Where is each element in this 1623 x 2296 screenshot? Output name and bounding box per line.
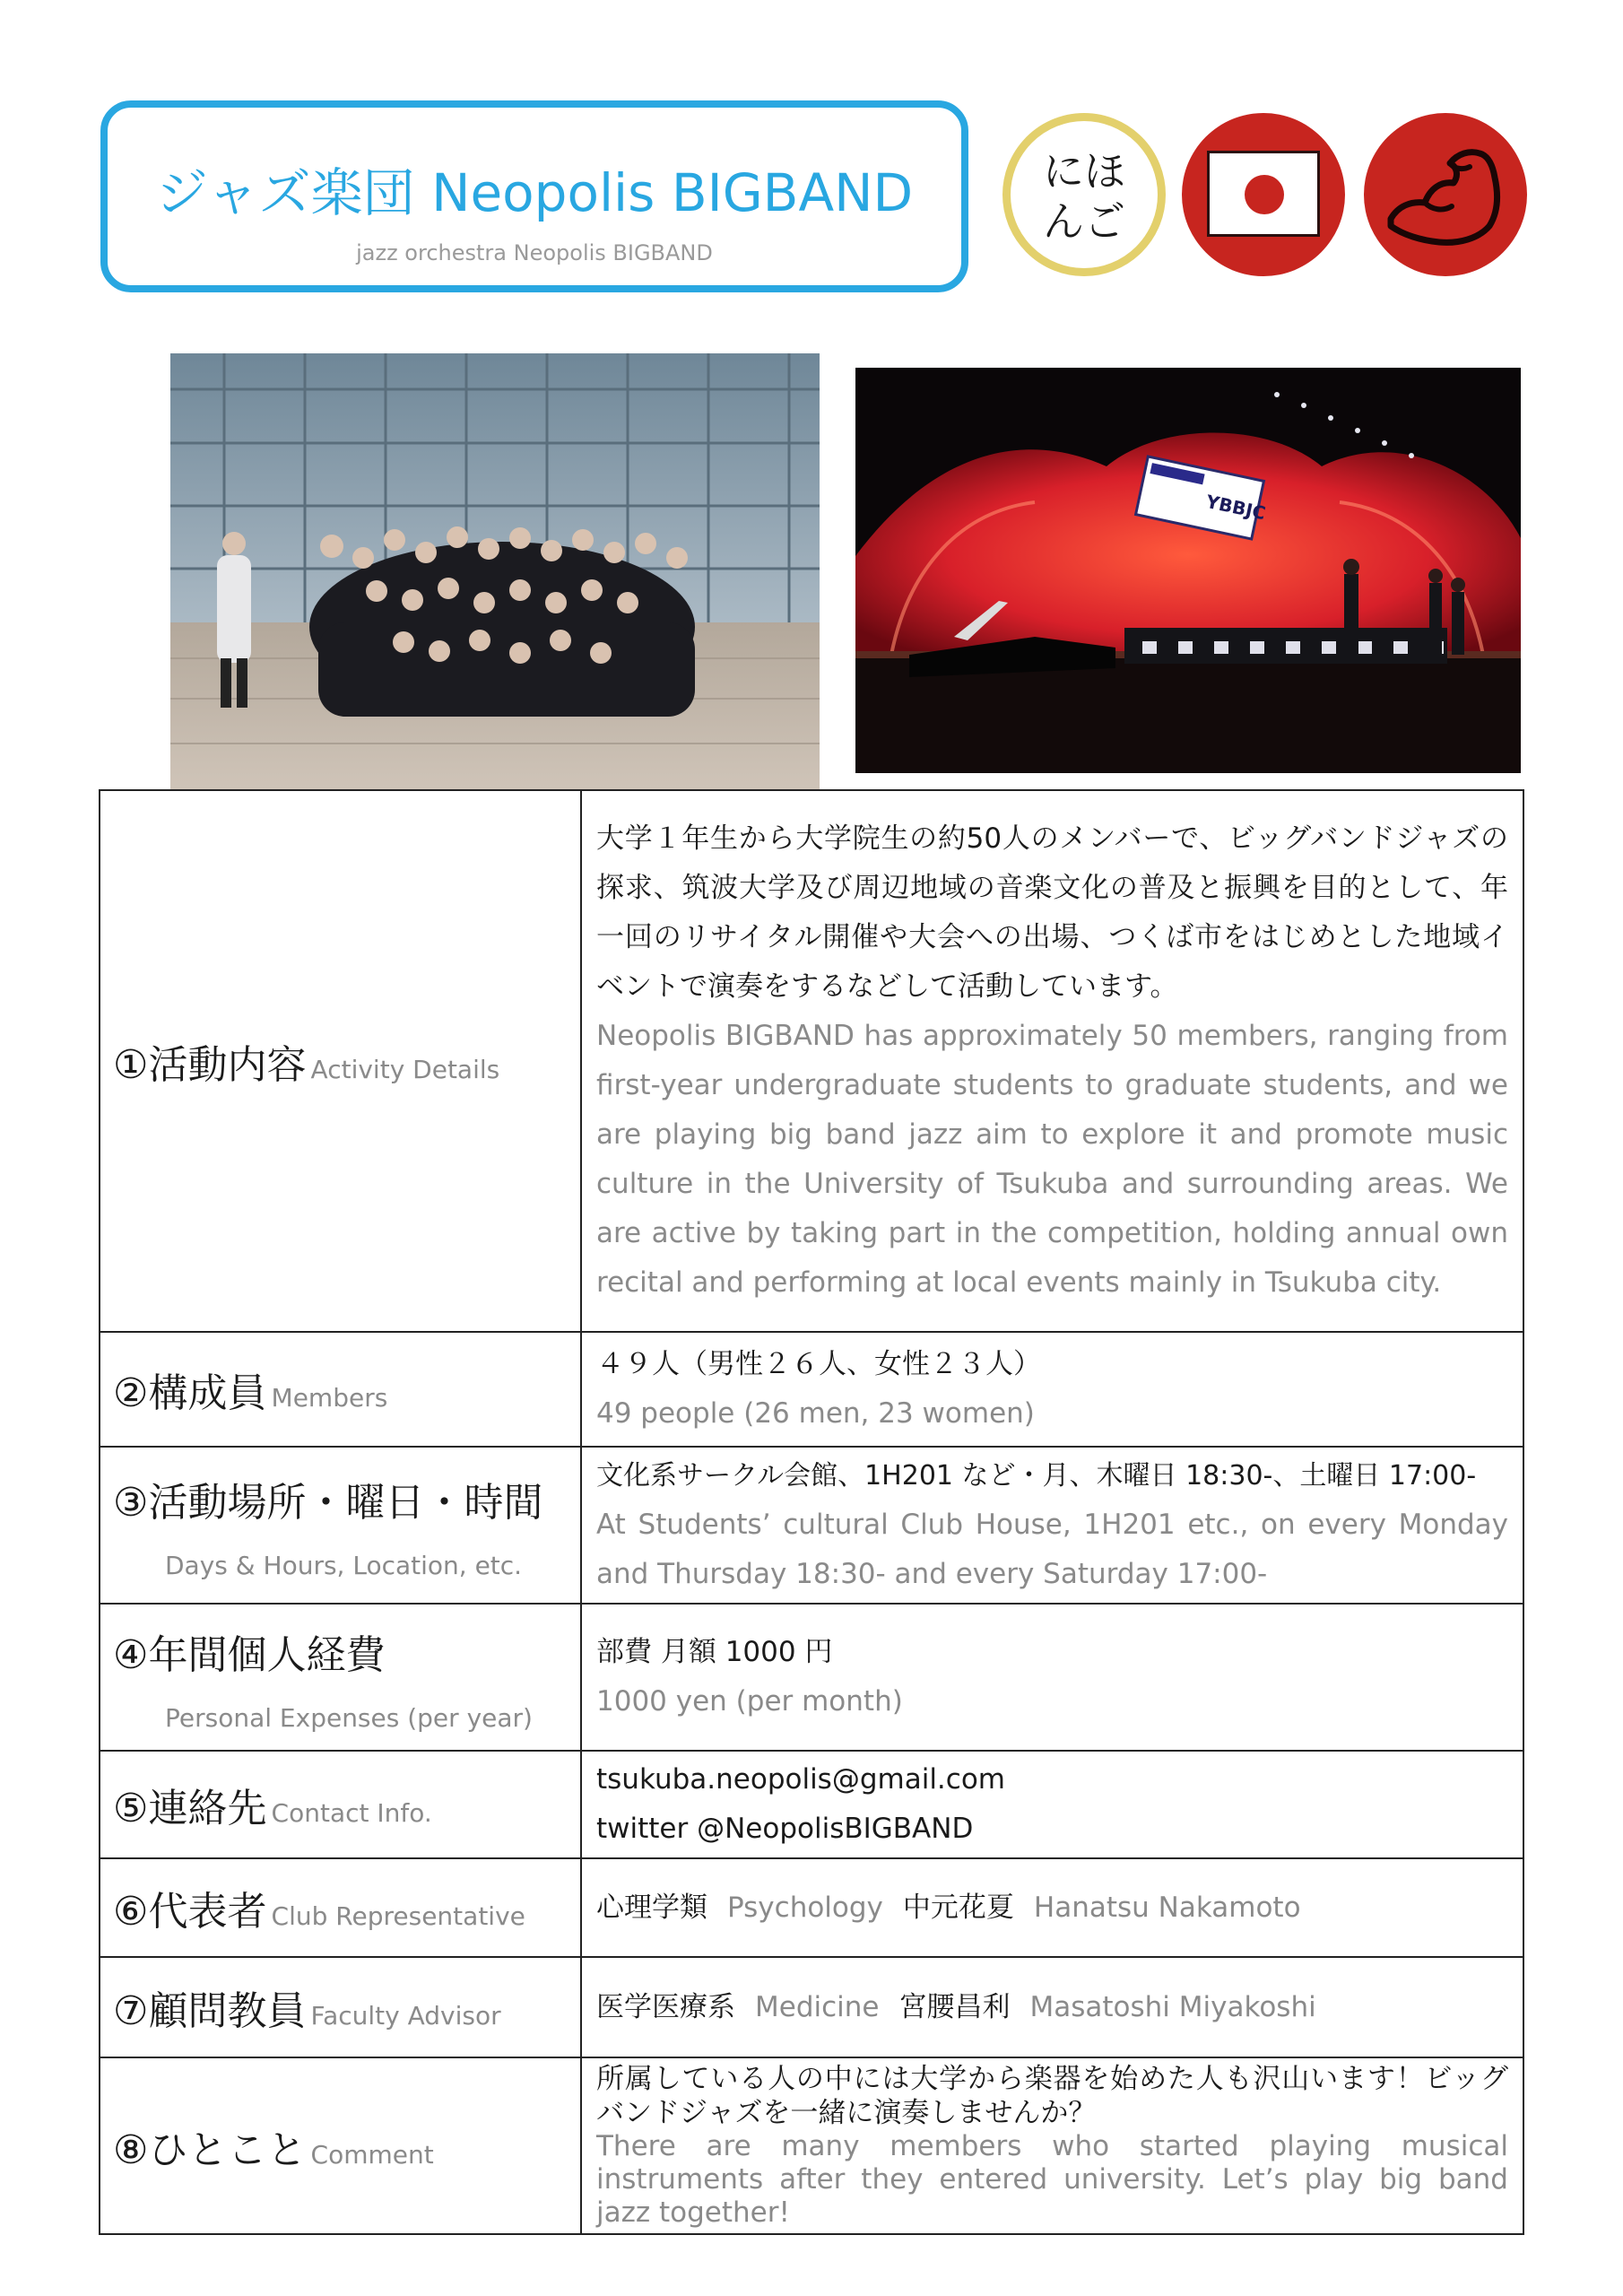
bicep-drawing	[1364, 113, 1527, 276]
expenses-content-cell	[581, 1604, 1523, 1751]
stage-photo	[855, 368, 1521, 773]
comment-label-cell	[100, 2057, 581, 2234]
contact-content-cell	[581, 1751, 1523, 1858]
page-subtitle: jazz orchestra Neopolis BIGBAND	[356, 240, 713, 265]
place-text-jp: 文化系サークル会館、1H201 など・月、木曜日 18:30-、土曜日 17:00-	[596, 1460, 1477, 1492]
representative-label-cell	[100, 1858, 581, 1957]
expenses-text-en: 1000 yen (per month)	[596, 1685, 903, 1718]
row-expenses	[100, 1604, 1523, 1751]
representative-dept-jp: 心理学類	[596, 1891, 707, 1924]
representative-line	[596, 1883, 1508, 1933]
expenses-label-en: Personal Expenses (per year)	[165, 1702, 533, 1733]
comment-content-cell	[581, 2057, 1523, 2234]
advisor-line	[596, 1983, 1508, 2032]
members-label-jp: ②構成員	[113, 1370, 267, 1416]
members-content-cell	[581, 1332, 1523, 1447]
comment-label-en: Comment	[310, 2139, 434, 2170]
page-title: ジャズ楽団 Neopolis BIGBAND	[155, 162, 914, 223]
activity-content-cell	[581, 790, 1523, 1332]
members-text-jp: ４９人（男性２６人、女性２３人）	[596, 1348, 1041, 1380]
representative-name-jp: 中元花夏	[902, 1891, 1014, 1924]
row-place	[100, 1447, 1523, 1604]
expenses-label-jp: ④年間個人経費	[113, 1631, 386, 1678]
advisor-name-jp: 宮腰昌利	[898, 1990, 1011, 2023]
advisor-name-en: Masatoshi Miyakoshi	[1029, 1990, 1316, 2023]
contact-label-cell	[100, 1751, 581, 1858]
advisor-dept-jp: 医学医療系	[596, 1990, 735, 2023]
comment-text-en: There are many members who started playing musical instruments after they entered university. Let’s play big band jazz together!	[596, 2130, 1508, 2229]
advisor-label-cell	[100, 1957, 581, 2057]
japan-flag-icon	[1182, 113, 1345, 276]
members-label-cell	[100, 1332, 581, 1447]
row-advisor	[100, 1957, 1523, 2057]
comment-text-jp: 所属している人の中には大学から楽器を始めた人も沢山います！ビッグバンドジャズを一緒に演奏しませんか？	[596, 2063, 1508, 2129]
representative-label-jp: ⑥代表者	[113, 1889, 267, 1935]
representative-label-en: Club Representative	[271, 1901, 525, 1931]
members-text-en: 49 people (26 men, 23 women)	[596, 1397, 1035, 1430]
expenses-text-jp: 部費 月額 1000 円	[596, 1636, 833, 1668]
stage-photo-drawing	[855, 368, 1521, 773]
nihongo-text-line2: んご	[1043, 197, 1125, 246]
representative-dept-en: Psychology	[727, 1891, 883, 1924]
representative-name-en: Hanatsu Nakamoto	[1033, 1891, 1301, 1924]
activity-text-jp: 大学１年生から大学院生の約50人のメンバーで、ビッグバンドジャズの探求、筑波大学及び周辺地域の音楽文化の普及と振興を目的として、年一回のリサイタル開催や大会への出場、つくば市をはじめとした地域イベントで演奏をするなどして活動しています。	[596, 822, 1508, 1003]
row-representative	[100, 1858, 1523, 1957]
contact-email[interactable]: tsukuba.neopolis@gmail.com	[596, 1763, 1005, 1796]
advisor-content-cell	[581, 1957, 1523, 2057]
group-photo	[170, 353, 820, 789]
nihongo-text-line1: にほ	[1043, 147, 1125, 196]
row-activity	[100, 790, 1523, 1332]
flag-rectangle	[1207, 151, 1320, 237]
info-table	[99, 789, 1524, 2235]
activity-label-en: Activity Details	[310, 1055, 500, 1084]
flag-sun	[1245, 175, 1284, 214]
advisor-dept-en: Medicine	[755, 1990, 880, 2023]
flexed-bicep-icon	[1364, 113, 1527, 276]
contact-twitter[interactable]: twitter @NeopolisBIGBAND	[596, 1813, 974, 1845]
expenses-label-cell	[100, 1604, 581, 1751]
contact-label-en: Contact Info.	[271, 1798, 432, 1828]
advisor-label-en: Faculty Advisor	[310, 2001, 501, 2031]
members-label-en: Members	[271, 1383, 388, 1413]
group-photo-drawing	[170, 353, 820, 789]
banner-text: YBBJC	[1203, 490, 1268, 525]
comment-label-jp: ⑧ひとこと	[113, 2126, 307, 2173]
activity-text-en: Neopolis BIGBAND has approximately 50 members, ranging from first-year undergraduate students to graduate students, and we are playing big band jazz aim to explore it and promote music culture in the University of Tsukuba and surrounding areas. We are active by taking part in the competition, holding annual own recital and performing at local events mainly in Tsukuba city.	[596, 1020, 1508, 1299]
place-content-cell	[581, 1447, 1523, 1604]
row-members	[100, 1332, 1523, 1447]
row-contact	[100, 1751, 1523, 1858]
place-label-jp: ③活動場所・曜日・時間	[113, 1480, 543, 1526]
place-text-en: At Students’ cultural Club House, 1H201 etc., on every Monday and Thursday 18:30- and every Saturday 17:00-	[596, 1509, 1508, 1590]
title-box	[100, 100, 968, 292]
place-label-en: Days & Hours, Location, etc.	[165, 1551, 523, 1580]
place-label-cell	[100, 1447, 581, 1604]
nihongo-icon	[1002, 113, 1166, 276]
activity-label-cell	[100, 790, 581, 1332]
activity-label-jp: ①活動内容	[113, 1042, 307, 1088]
contact-label-jp: ⑤連絡先	[113, 1786, 267, 1831]
advisor-label-jp: ⑦顧問教員	[113, 1988, 307, 2034]
row-comment	[100, 2057, 1523, 2234]
representative-content-cell	[581, 1858, 1523, 1957]
